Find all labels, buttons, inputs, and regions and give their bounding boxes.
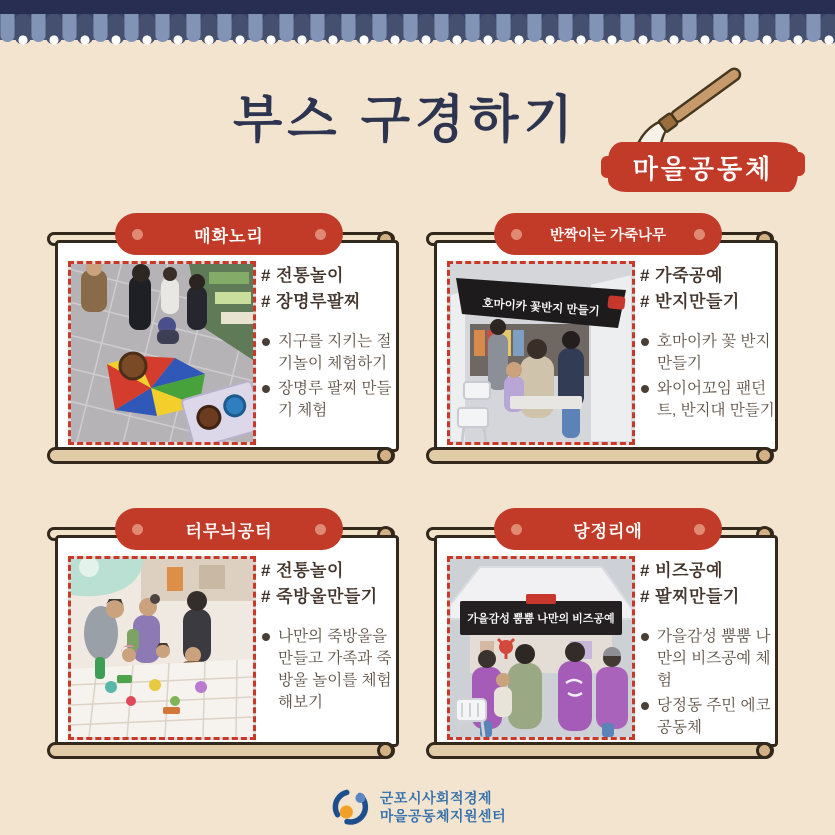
booth-title-pill xyxy=(494,213,722,255)
booth-title: 반짝이는 가죽나무 xyxy=(549,227,667,244)
pill-dot-left xyxy=(511,524,522,535)
bullet-item: 가을감성 뿜뿜 나만의 비즈공예 체험 xyxy=(640,626,778,692)
org-name-line2: 마을공동체지원센터 xyxy=(379,808,507,824)
bullet-list xyxy=(261,331,399,422)
booth-title: 터무늬공터 xyxy=(185,521,273,541)
scroll-knob xyxy=(377,742,394,759)
scroll-bottom-bar xyxy=(47,447,395,464)
hashtag: # 가죽공예 xyxy=(640,266,723,285)
pill-dot-left xyxy=(132,524,143,535)
scroll-bottom-bar xyxy=(47,742,395,759)
scroll-knob xyxy=(756,742,773,759)
booth-card-teomunui xyxy=(45,508,413,766)
booth-title: 당정리애 xyxy=(573,521,643,541)
booth-info xyxy=(261,558,399,717)
bullet-item: 당정동 주민 에코 공동체 xyxy=(640,695,778,739)
booth-info xyxy=(261,263,399,425)
hashtag: # 장명루팔찌 xyxy=(261,291,361,311)
booth-photo-craft-table xyxy=(68,556,256,740)
booth-title-pill xyxy=(115,213,343,255)
pill-dot-left xyxy=(511,229,522,240)
pill-dot-right xyxy=(694,524,705,535)
booth-card-maehwanori xyxy=(45,213,413,471)
bullet-list xyxy=(640,626,778,739)
booth-banner-text: 가을감성 뿜뿜 나만의 비즈공예 xyxy=(467,613,615,625)
hashtag: # 전통놀이 xyxy=(261,561,344,580)
hashtag: # 반지만들기 xyxy=(640,291,740,311)
scroll-bottom-bar xyxy=(426,742,774,759)
booth-photo-street-play xyxy=(68,261,256,445)
org-name-line1: 군포시사회적경제 xyxy=(379,789,493,806)
bullet-list xyxy=(261,626,399,714)
bullet-item: 지구를 지키는 절기놀이 체험하기 xyxy=(261,331,399,375)
bullet-item: 호마이카 꽃 반지 만들기 xyxy=(640,331,778,375)
booth-title: 매화노리 xyxy=(194,226,264,246)
org-name xyxy=(380,789,506,825)
booth-banner-text: 호마이카 꽃반지 만들기 xyxy=(481,297,601,319)
booth-info xyxy=(640,263,778,425)
hashtag: # 전통놀이 xyxy=(261,266,344,285)
scroll-bottom-bar xyxy=(426,447,774,464)
scroll-knob xyxy=(377,447,394,464)
hashtag: # 죽방울만들기 xyxy=(261,586,378,606)
bullet-item: 나만의 죽방울을 만들고 가족과 죽방울 놀이를 체험해보기 xyxy=(261,626,399,714)
hashtag: # 비즈공예 xyxy=(640,561,723,580)
bullet-item: 장명루 팔찌 만들기 체험 xyxy=(261,378,399,422)
community-badge-label: 마을공동체 xyxy=(632,153,774,184)
booth-card-dangjeongriae xyxy=(424,508,792,766)
org-logo-mark xyxy=(329,786,371,828)
roof-tiles-decoration xyxy=(0,0,835,50)
pill-dot-right xyxy=(694,229,705,240)
booth-title-pill xyxy=(494,508,722,550)
pill-dot-right xyxy=(315,229,326,240)
pill-dot-right xyxy=(315,524,326,535)
booth-photo-ring-making xyxy=(447,261,635,445)
page-title: 부스 구경하기 xyxy=(233,91,578,148)
booth-card-gajuknamu xyxy=(424,213,792,471)
booth-title-pill xyxy=(115,508,343,550)
bullet-item: 와이어꼬임 팬던트, 반지대 만들기 xyxy=(640,378,778,422)
booth-photo-beads-craft xyxy=(447,556,635,740)
scroll-knob xyxy=(756,447,773,464)
community-badge xyxy=(608,142,798,192)
hashtag: # 팔찌만들기 xyxy=(640,586,740,606)
booth-info xyxy=(640,558,778,742)
org-logo xyxy=(329,786,506,828)
pill-dot-left xyxy=(132,229,143,240)
bullet-list xyxy=(640,331,778,422)
